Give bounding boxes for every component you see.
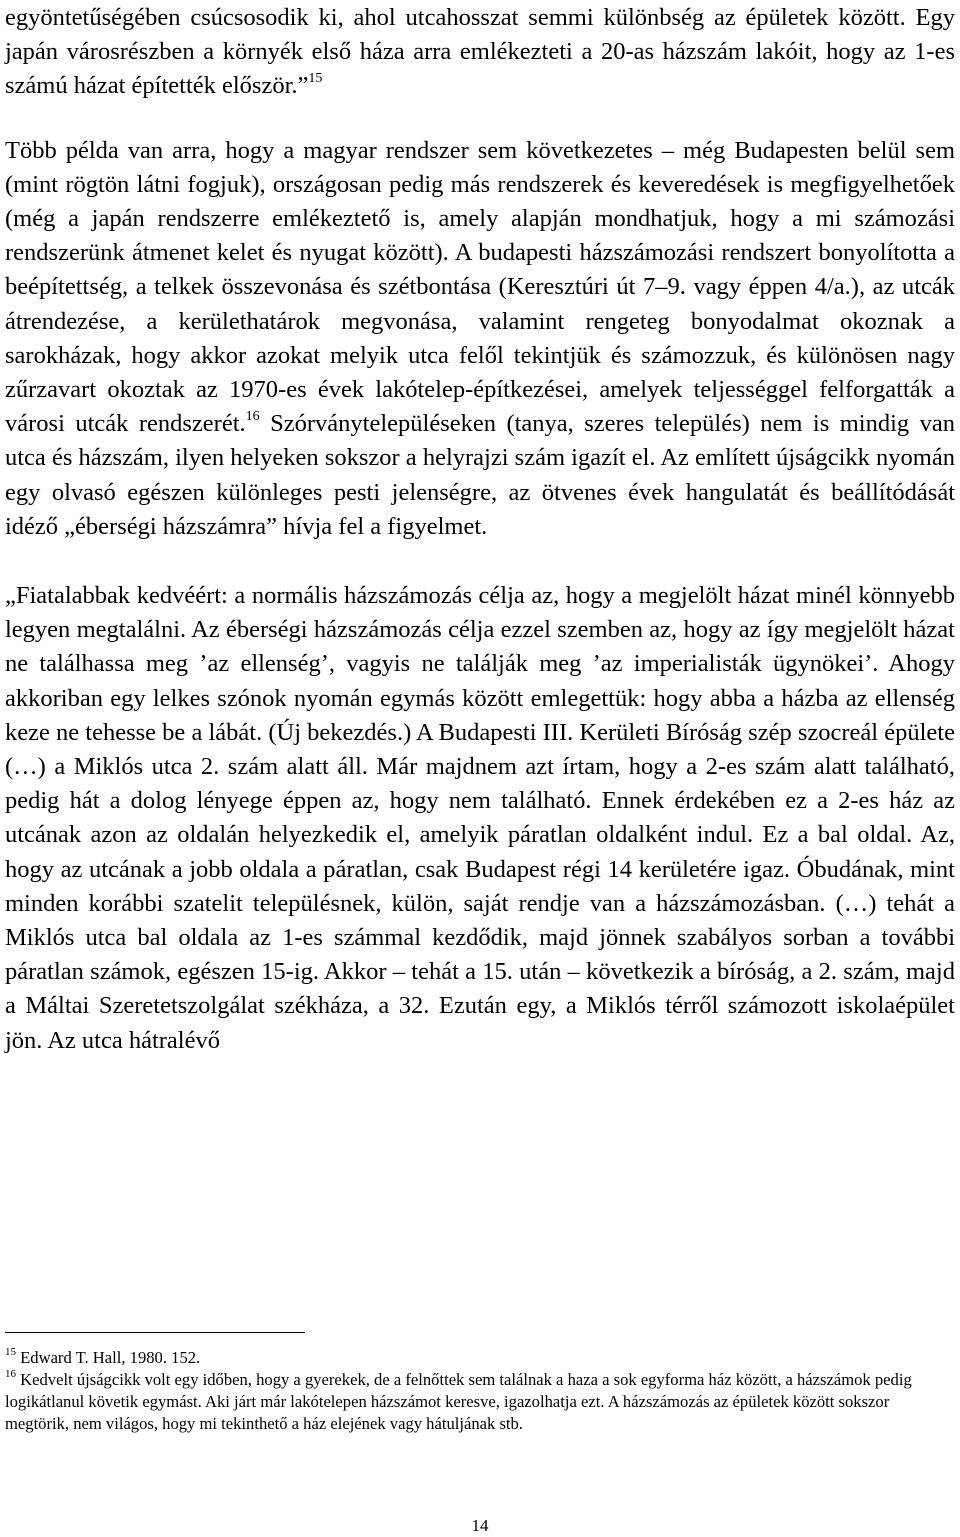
footnote-text-15: Edward T. Hall, 1980. 152. (16, 1348, 201, 1367)
footnotes (5, 1347, 945, 1435)
paragraph-2-text-part2: Szórványtelepüléseken (tanya, szeres település) nem is mindig van utca és házszám, ilyen helyeken sokszor a helyrajzi szám igazít el. Az említett újságcikk nyomán egy olvasó egészen különleges pesti jelenségre, az ötvenes évek hangulatát és beállítódását idéző „éberségi házszámra” hívja fel a figyelmet. (5, 410, 955, 540)
page-number: 14 (471, 1516, 489, 1535)
document-page (5, 0, 955, 1058)
footnote-ref-16[interactable]: 16 (245, 409, 260, 425)
footnote-ref-15[interactable]: 15 (308, 71, 323, 87)
footnote-separator (5, 1332, 305, 1333)
footnote-text-16: Kedvelt újságcikk volt egy időben, hogy a gyerekek, de a felnőttek sem találnak a haza a sok egyforma ház között, a házszámok pedig logikátlanul követik egymást. Aki járt már lakótelepen házszámot keresve, igazolhatja ezt. A házszámozás az épületek között sokszor megtörik, nem világos, hogy mi tekinthető a ház elejének vagy hátuljának stb. (5, 1370, 912, 1433)
paragraph-3-text: „Fiatalabbak kedvéért: a normális házszámozás célja az, hogy a megjelölt házat minél könnyebb legyen megtalálni. Az éberségi házszámozás célja ezzel szemben az, hogy az így megjelölt házat ne találhassa meg ’az ellenség’, vagyis ne találják meg ’az imperialisták ügynökei’. Ahogy akkoriban egy lelkes szónok nyomán egymás között emlegettük: hogy abba a házba az ellenség keze ne tehesse be a lábát. (Új bekezdés.) A Budapesti III. Kerületi Bíróság szép szocreál épülete (…) a Miklós utca 2. szám alatt áll. Már majdnem azt írtam, hogy a 2-es szám alatt található, pedig hát a dolog lényege éppen az, hogy nem található. Ennek érdekében ez a 2-es ház az utcának azon az oldalán helyezkedik el, amelyik páratlan oldalként indul. Ez a bal oldal. Az, hogy az utcának a jobb oldala a páratlan, csak Budapest régi 14 kerületére igaz. Óbudának, mint minden korábbi szatelit településnek, külön, saját rendje van a házszámozásban. (…) tehát a Miklós utca bal oldala az 1-es számmal kezdődik, majd jönnek szabályos sorban a további páratlan számok, egészen 15-ig. Akkor – tehát a 15. után – következik a bíróság, a 2. szám, majd a Máltai Szeretetszolgálat székháza, a 32. Ezután egy, a Miklós térről számozott iskolaépület jön. Az utca hátralévő (5, 582, 955, 1054)
footnote-number-16: 16 (5, 1368, 16, 1381)
body-paragraph-3-quote (5, 579, 955, 1058)
footnote-15 (5, 1347, 945, 1369)
body-paragraph-1 (5, 1, 955, 104)
paragraph-1-text: egyöntetűségében csúcsosodik ki, ahol utcahosszat semmi különbség az épületek között. Egy japán városrészben a környék első háza arra emlékezteti a 20-as házszám lakóit, hogy az 1-es számú házat építették először.” (5, 4, 955, 100)
paragraph-2-text-part1: Több példa van arra, hogy a magyar rendszer sem következetes – még Budapesten belül sem (mint rögtön látni fogjuk), országosan pedig más rendszerek és keveredések is megfigyelhetőek (még a japán rendszerre emlékeztető is, amely alapján mondhatjuk, hogy a mi számozási rendszerünk átmenet kelet és nyugat között). A budapesti házszámozási rendszert bonyolította a beépítettség, a telkek összevonása és szétbontása (Keresztúri út 7–9. vagy éppen 4/a.), az utcák átrendezése, a kerülethatárok megvonása, valamint rengeteg bonyodalmat okoznak a sarokházak, hogy akkor azokat melyik utca felől tekintjük és számozzuk, és különösen nagy zűrzavart okoztak az 1970-es évek lakótelep-építkezései, amelyek teljességgel felforgatták a városi utcák rendszerét. (5, 136, 955, 438)
footnote-16 (5, 1369, 945, 1435)
footnote-number-15: 15 (5, 1346, 16, 1359)
body-paragraph-2 (5, 134, 955, 544)
